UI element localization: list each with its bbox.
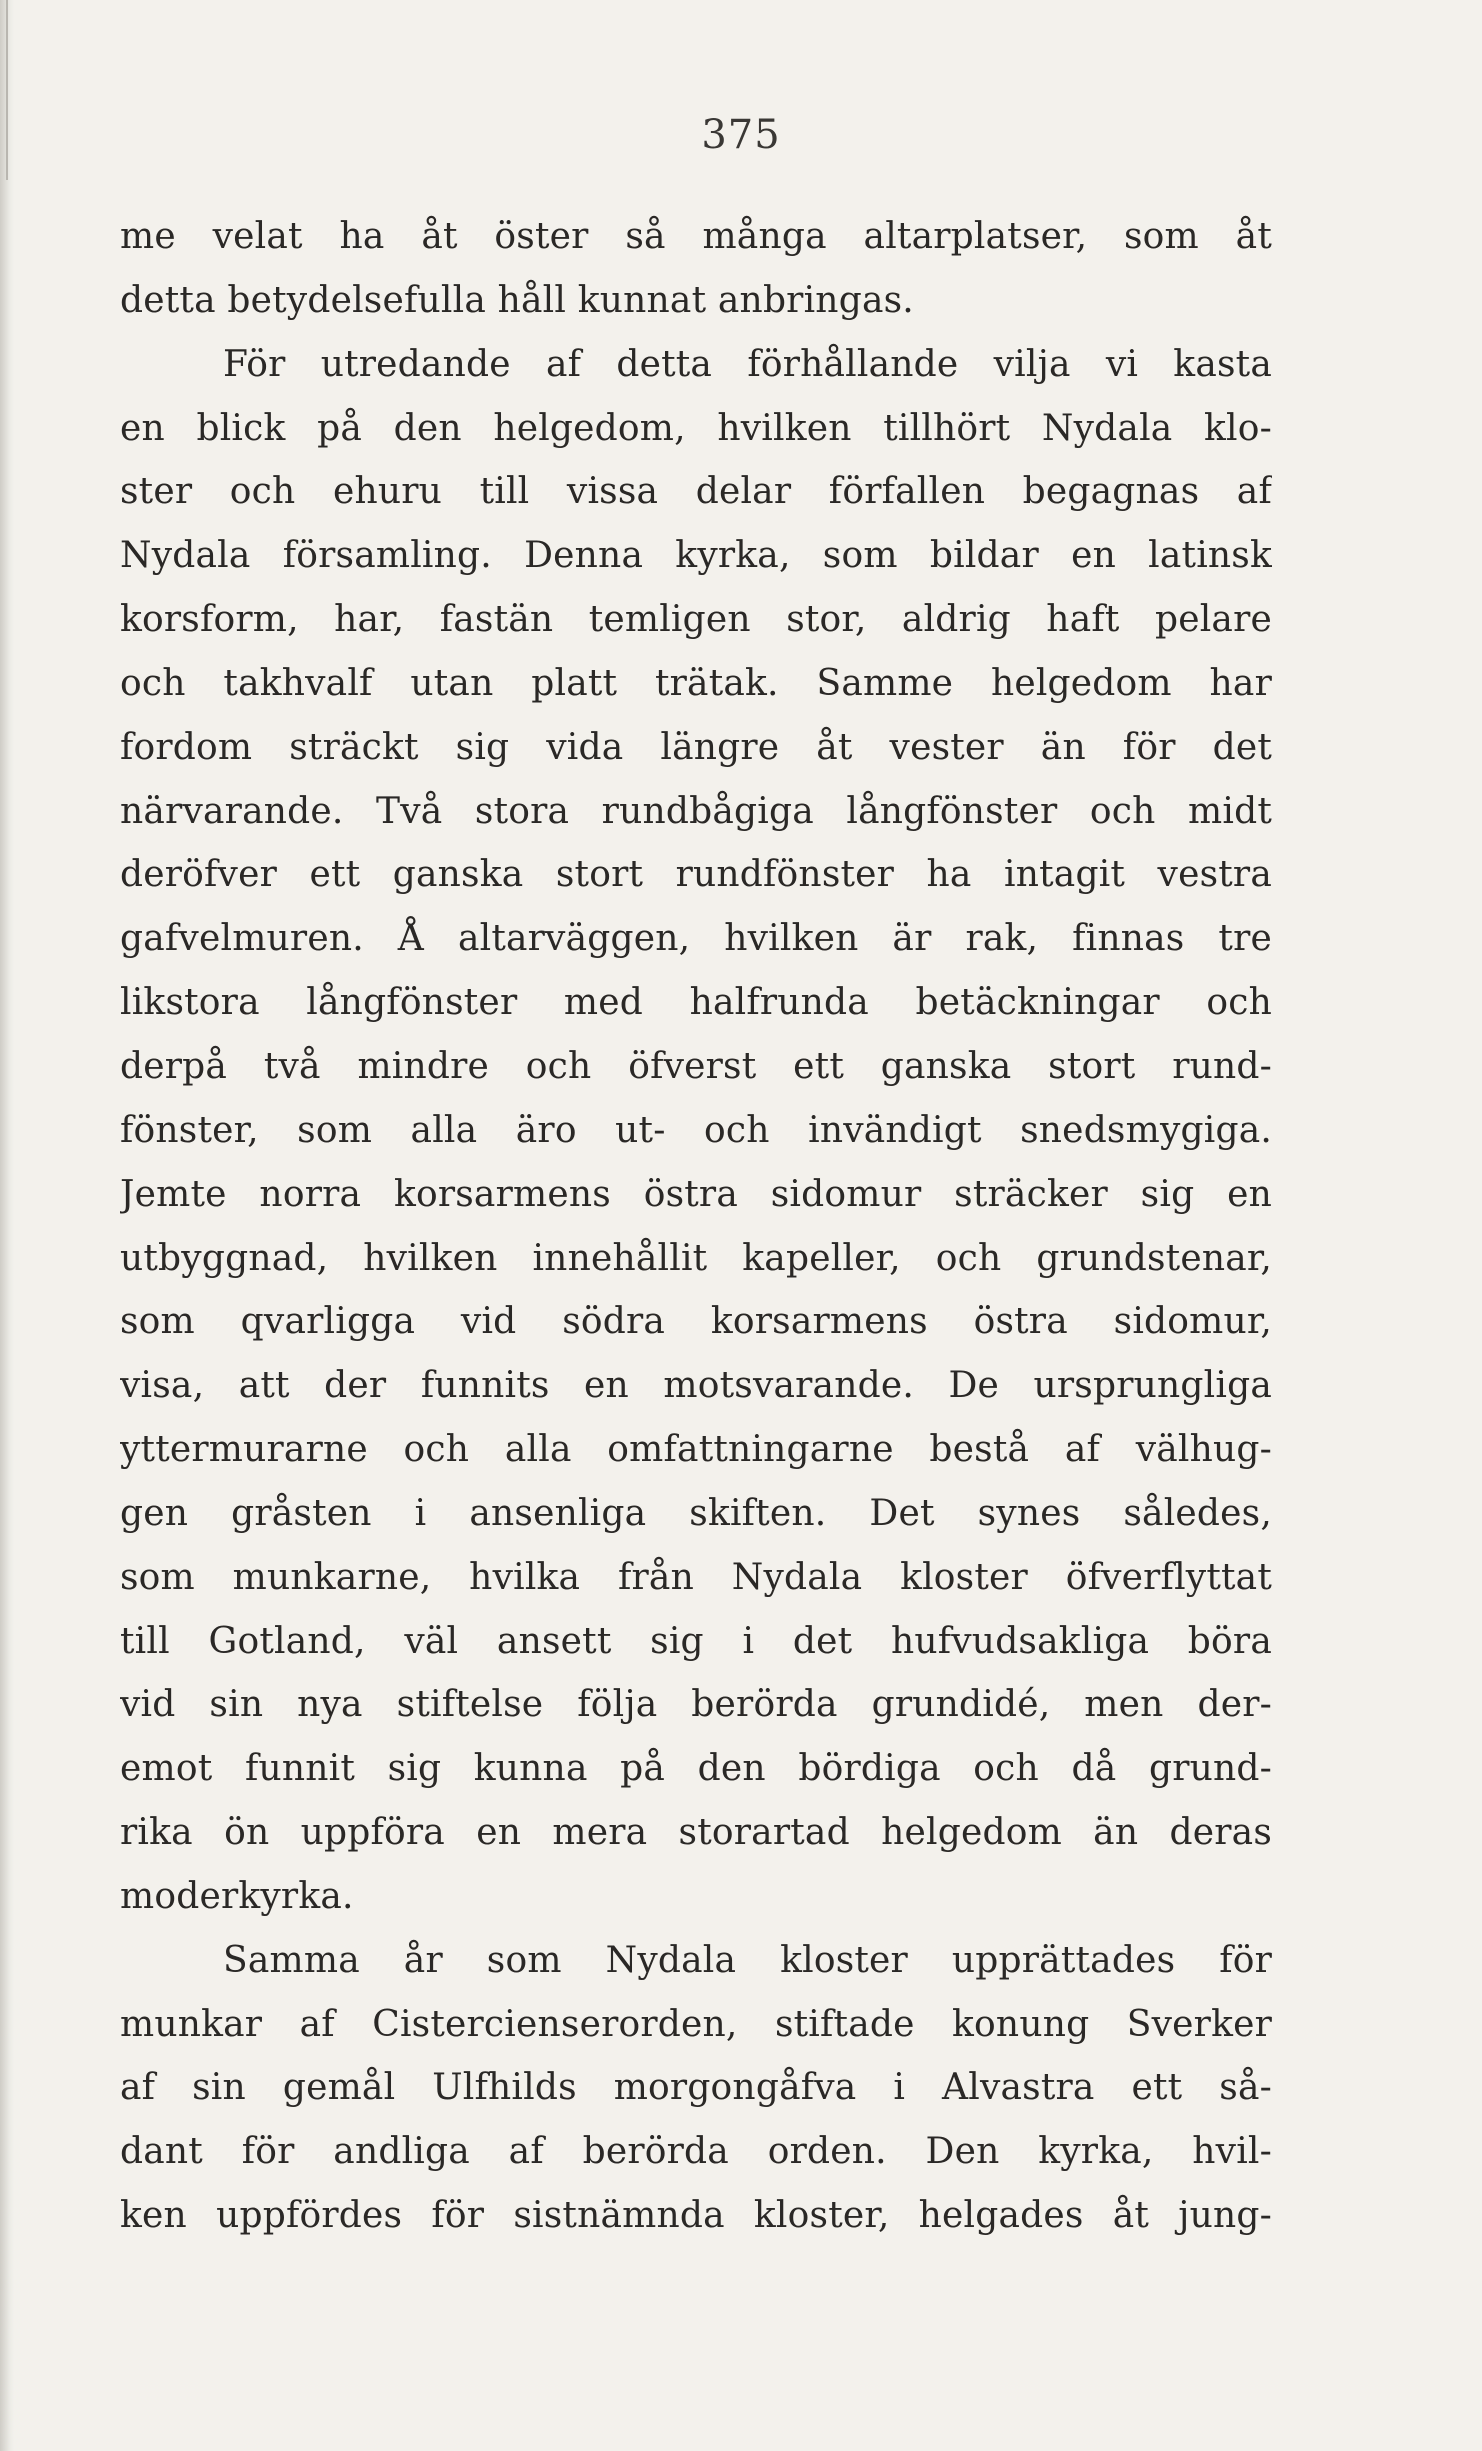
text-line: en blick på den helgedom, hvilken tillhört Nydala klo- bbox=[120, 407, 1272, 449]
text-line: visa, att der funnits en motsvarande. De ursprungliga bbox=[120, 1365, 1272, 1407]
text-line: rika ön uppföra en mera storartad helgedom än deras bbox=[120, 1812, 1272, 1854]
text-line: ken uppfördes för sistnämnda kloster, helgades åt jung- bbox=[120, 2195, 1272, 2237]
text-line: emot funnit sig kunna på den bördiga och då grund- bbox=[120, 1748, 1272, 1790]
text-line: deröfver ett ganska stort rundfönster ha intagit vestra bbox=[120, 854, 1272, 896]
text-line: moderkyrka. bbox=[120, 1875, 354, 1917]
text-line: och takhvalf utan platt trätak. Samme helgedom har bbox=[120, 662, 1272, 704]
text-line: korsform, har, fastän temligen stor, aldrig haft pelare bbox=[120, 599, 1272, 641]
text-line: närvarande. Två stora rundbågiga långfönster och midt bbox=[120, 790, 1272, 832]
text-line: yttermurarne och alla omfattningarne bestå af välhug- bbox=[120, 1429, 1272, 1471]
body-text bbox=[120, 205, 1272, 2248]
text-line: detta betydelsefulla håll kunnat anbringas. bbox=[120, 279, 914, 321]
text-line: likstora långfönster med halfrunda betäckningar och bbox=[120, 982, 1272, 1024]
text-line: Nydala församling. Denna kyrka, som bildar en latinsk bbox=[120, 535, 1272, 577]
page-number: 375 bbox=[701, 112, 781, 158]
text-line: fordom sträckt sig vida längre åt vester än för det bbox=[120, 726, 1272, 768]
text-line: dant för andliga af berörda orden. Den kyrka, hvil- bbox=[120, 2131, 1272, 2173]
text-line: Samma år som Nydala kloster upprättades för bbox=[223, 1939, 1272, 1981]
text-line: me velat ha åt öster så många altarplatser, som åt bbox=[120, 216, 1272, 257]
text-line: vid sin nya stiftelse följa berörda grundidé, men der- bbox=[120, 1684, 1272, 1726]
text-line: ster och ehuru till vissa delar förfallen begagnas af bbox=[120, 471, 1272, 513]
page-binding-edge bbox=[0, 0, 14, 2451]
text-line: För utredande af detta förhållande vilja vi kasta bbox=[223, 343, 1272, 385]
text-line: fönster, som alla äro ut- och invändigt snedsmygiga. bbox=[120, 1109, 1272, 1151]
text-line: till Gotland, väl ansett sig i det hufvudsakliga böra bbox=[120, 1620, 1272, 1662]
text-line: Jemte norra korsarmens östra sidomur sträcker sig en bbox=[120, 1173, 1272, 1215]
text-line: utbyggnad, hvilken innehållit kapeller, och grundstenar, bbox=[120, 1237, 1272, 1279]
text-line: derpå två mindre och öfverst ett ganska stort rund- bbox=[120, 1045, 1272, 1087]
text-line: af sin gemål Ulfhilds morgongåfva i Alvastra ett så- bbox=[120, 2067, 1272, 2109]
text-line: som munkarne, hvilka från Nydala kloster öfverflyttat bbox=[120, 1556, 1272, 1598]
text-line: munkar af Cistercienserorden, stiftade konung Sverker bbox=[120, 2003, 1272, 2045]
text-line: gafvelmuren. Å altarväggen, hvilken är rak, finnas tre bbox=[120, 918, 1272, 960]
text-line: gen gråsten i ansenliga skiften. Det synes således, bbox=[120, 1492, 1272, 1534]
text-line: som qvarligga vid södra korsarmens östra sidomur, bbox=[120, 1301, 1272, 1343]
